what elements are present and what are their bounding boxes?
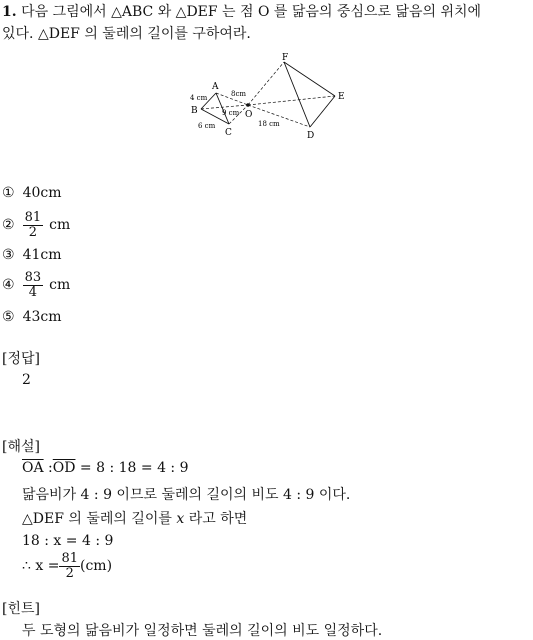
label-d: D (307, 131, 315, 141)
fraction-numerator: 83 (24, 269, 42, 285)
choice-2[interactable] (2, 208, 70, 242)
segment-ed (310, 96, 335, 127)
label-b: B (191, 106, 198, 116)
ray-oe (248, 96, 335, 105)
fraction-denominator: 2 (65, 565, 74, 581)
result-fraction (59, 552, 80, 581)
choice-fraction-2 (23, 211, 44, 240)
variable-x: x (176, 511, 185, 527)
label-o: O (245, 110, 253, 120)
choice-1[interactable] (2, 182, 62, 204)
label-c: C (225, 128, 232, 138)
label-f: F (282, 53, 289, 63)
explanation-header: [해설] (2, 439, 40, 455)
choice-fraction-4 (23, 271, 44, 300)
fraction-denominator: 4 (28, 284, 37, 300)
ray-of (248, 62, 284, 105)
choice-unit-2: cm (49, 217, 71, 233)
segment-fe (284, 62, 335, 96)
label-a: A (212, 82, 219, 92)
choice-5[interactable] (2, 306, 62, 328)
choice-text-3: 41cm (22, 247, 62, 263)
similarity-figure (185, 52, 355, 144)
hint-text: 두 도형의 닮음비가 일정하면 둘레의 길이의 비도 일정하다. (22, 623, 383, 639)
choice-number-2: ② (2, 217, 15, 233)
therefore-text: ∴ x = (22, 558, 60, 574)
length-bc: 6 cm (198, 122, 216, 130)
segment-oa-text: $\overline{OA}$ (22, 460, 44, 476)
choice-4[interactable] (2, 268, 70, 302)
answer-value: 2 (22, 372, 31, 388)
center-point-o (246, 103, 250, 107)
question-line-1 (2, 2, 481, 22)
length-bo: 9 cm (222, 109, 240, 117)
ratio-separator: : (43, 460, 53, 476)
length-od: 18 cm (258, 120, 280, 128)
choice-number-1: ① (2, 185, 15, 201)
choice-number-5: ⑤ (2, 309, 15, 325)
explanation-line-5 (22, 548, 112, 584)
question-number: 1. (2, 4, 17, 20)
answer-header: [정답] (2, 351, 40, 367)
segment-od-text: $\overline{OD}$ (52, 460, 76, 476)
length-ao: 8cm (231, 90, 247, 98)
fraction-numerator: 81 (24, 209, 42, 225)
question-text-1: 다음 그림에서 △ABC 와 △DEF 는 점 O 를 닮음의 중심으로 닮음의 위치에 (21, 4, 482, 20)
question-line-2: 있다. △DEF 의 둘레의 길이를 구하여라. (2, 26, 251, 42)
explanation-line-4: 18 : x = 4 : 9 (22, 533, 114, 549)
result-unit: (cm) (79, 558, 113, 574)
choice-text-5: 43cm (22, 309, 62, 325)
explanation-line-1 (22, 460, 189, 476)
choice-number-4: ④ (2, 277, 15, 293)
line3-start: △DEF 의 둘레의 길이를 (22, 511, 177, 527)
hint-header: [힌트] (2, 601, 40, 617)
ratio-text: = 8 : 18 = 4 : 9 (75, 460, 189, 476)
label-e: E (338, 92, 345, 102)
line3-end: 라고 하면 (184, 511, 248, 527)
choice-3[interactable] (2, 244, 62, 266)
segment-fd (284, 62, 310, 127)
fraction-denominator: 2 (28, 224, 37, 240)
choice-text-1: 40cm (22, 185, 62, 201)
explanation-line-2: 닮음비가 4 : 9 이므로 둘레의 길이의 비도 4 : 9 이다. (22, 487, 351, 503)
choice-number-3: ③ (2, 247, 15, 263)
explanation-line-3 (22, 508, 247, 528)
choice-unit-4: cm (49, 277, 71, 293)
fraction-numerator: 81 (61, 550, 78, 566)
length-ab: 4 cm (190, 94, 208, 102)
